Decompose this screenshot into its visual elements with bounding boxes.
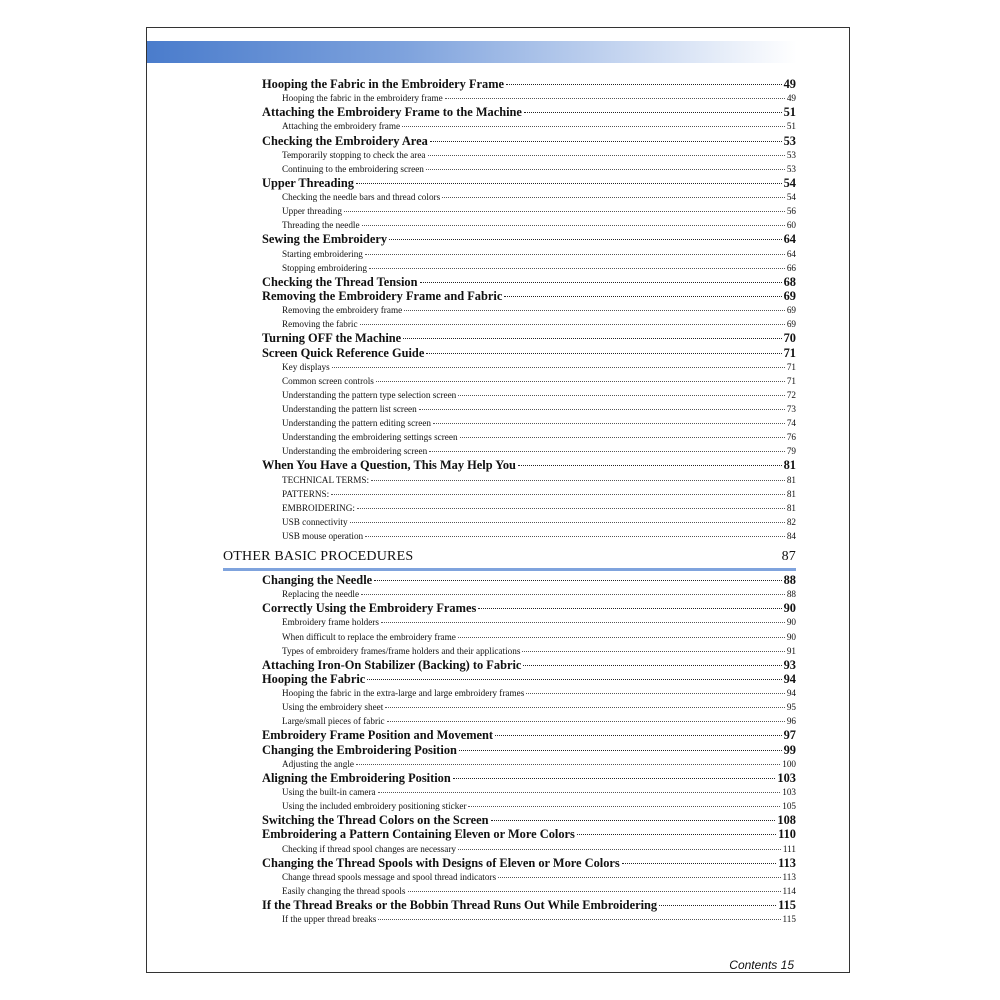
toc-entry-title: Starting embroidering [282,248,363,259]
toc-entry-page: 114 [782,886,796,896]
toc-subentry[interactable] [262,714,796,728]
toc-list-part2 [262,573,796,926]
toc-entry[interactable] [262,346,796,360]
toc-entry-page: 113 [782,871,796,882]
toc-entry[interactable] [262,275,796,289]
toc-entry-page: 95 [786,702,796,713]
toc-entry-title: Hooping the Fabric in the Embroidery Frame [262,77,505,91]
toc-dot-leader [403,338,781,339]
toc-entry-title: Understanding the embroidering settings screen [282,432,458,443]
toc-entry-title: Removing the fabric [282,319,358,330]
toc-entry-page: 74 [786,418,796,429]
toc-entry-title: Checking the Embroidery Area [262,133,428,148]
toc-entry-page: 49 [786,93,796,104]
toc-entry-page: 93 [783,657,796,672]
toc-dot-leader [522,651,784,652]
toc-entry-page: 90 [786,617,796,628]
toc-dot-leader [356,183,782,184]
toc-subentry[interactable] [262,218,796,232]
toc-entry[interactable] [262,134,796,148]
toc-subentry[interactable] [262,912,796,926]
toc-entry-page: 115 [782,914,796,925]
toc-subentry[interactable] [262,204,796,218]
toc-entry-page: 88 [786,589,796,600]
toc-entry-page: 72 [786,389,796,400]
toc-dot-leader [577,834,776,835]
toc-entry-title: Attaching the Embroidery Frame to the Machine [262,105,522,120]
toc-subentry[interactable] [262,700,796,714]
toc-subentry[interactable] [262,317,796,331]
toc-dot-leader [374,580,781,581]
toc-dot-leader [376,381,785,382]
toc-subentry[interactable] [262,587,796,601]
toc-entry-title: TECHNICAL TERMS: [282,474,370,485]
toc-entry-page: 82 [786,516,796,527]
toc-entry[interactable] [262,232,796,246]
toc-dot-leader [458,395,785,396]
section-heading [223,546,796,571]
toc-entry-title: Temporarily stopping to check the area [282,149,426,160]
section-title: OTHER BASIC PROCEDURES [223,549,414,564]
toc-subentry[interactable] [262,119,796,133]
toc-subentry[interactable] [262,870,796,884]
toc-entry-title: Hooping the fabric in the embroidery frame [282,93,443,104]
toc-dot-leader [371,480,785,481]
toc-dot-leader [402,126,785,127]
toc-entry[interactable] [262,105,796,119]
toc-entry-title: Using the embroidery sheet [282,702,384,713]
toc-entry[interactable] [262,331,796,345]
toc-dot-leader [381,622,785,623]
toc-entry[interactable] [262,77,796,91]
toc-subentry[interactable] [262,430,796,444]
toc-entry-title: USB connectivity [282,516,348,527]
toc-entry-title: Changing the Embroidering Position [262,742,457,757]
toc-dot-leader [506,84,782,85]
toc-entry-title: Adjusting the angle [282,758,354,769]
toc-entry-page: 53 [783,133,796,148]
toc-entry-title: Checking the needle bars and thread colors [282,192,441,203]
toc-subentry[interactable] [262,615,796,629]
toc-dot-leader [356,764,780,765]
toc-dot-leader [387,721,785,722]
toc-entry[interactable] [262,573,796,587]
toc-entry-title: Changing the Needle [262,573,373,587]
toc-subentry[interactable] [262,148,796,162]
toc-entry-title: Sewing the Embroidery [262,232,388,247]
toc-entry-title: Correctly Using the Embroidery Frames [262,601,477,616]
toc-entry-page: 71 [786,375,796,386]
toc-entry-title: Stopping embroidering [282,262,367,273]
toc-list-part1 [262,77,796,543]
toc-subentry[interactable] [262,247,796,261]
toc-dot-leader [385,707,785,708]
toc-entry[interactable] [262,898,796,912]
toc-entry-title: Checking the Thread Tension [262,274,418,289]
toc-subentry[interactable] [262,190,796,204]
toc-subentry[interactable] [262,757,796,771]
section-page: 87 [781,549,796,564]
toc-entry-title: Changing the Thread Spools with Designs of Eleven or More Colors [262,855,620,870]
toc-subentry[interactable] [262,842,796,856]
toc-subentry[interactable] [262,644,796,658]
toc-entry-page: 94 [783,671,796,686]
toc-entry-page: 115 [778,898,796,913]
toc-subentry[interactable] [262,529,796,543]
toc-entry-title: Continuing to the embroidering screen [282,163,424,174]
toc-entry-page: 81 [786,474,796,485]
toc-dot-leader [426,169,785,170]
toc-subentry[interactable] [262,360,796,374]
toc-entry-title: Screen Quick Reference Guide [262,345,425,360]
toc-entry-title: Embroidering a Pattern Containing Eleven or More Colors [262,827,575,842]
toc-dot-leader [518,465,782,466]
toc-dot-leader [360,324,785,325]
toc-entry-page: 64 [786,248,796,259]
toc-dot-leader [478,608,781,609]
toc-entry-page: 53 [786,163,796,174]
toc-entry-page: 88 [783,573,796,587]
toc-entry-page: 97 [783,728,796,743]
toc-entry-title: Using the built-in camera [282,787,376,798]
toc-entry[interactable] [262,176,796,190]
toc-entry-title: PATTERNS: [282,488,330,499]
toc-entry-page: 53 [786,149,796,160]
toc-entry-title: If the Thread Breaks or the Bobbin Thread Runs Out While Embroidering [262,898,658,913]
toc-dot-leader [389,239,782,240]
toc-entry-page: 71 [783,345,796,360]
toc-entry-title: If the upper thread breaks [282,914,377,925]
toc-entry-page: 51 [783,105,796,120]
toc-entry-title: Hooping the Fabric [262,671,366,686]
toc-entry-page: 51 [786,121,796,132]
toc-entry-title: Easily changing the thread spools [282,886,406,896]
toc-dot-leader [361,594,785,595]
toc-dot-leader [495,735,782,736]
toc-entry-page: 79 [786,446,796,457]
toc-entry-title: Embroidery Frame Position and Movement [262,728,494,743]
toc-entry-title: Key displays [282,361,330,372]
toc-dot-leader [426,353,781,354]
toc-dot-leader [428,155,785,156]
toc-entry-page: 100 [782,758,796,769]
toc-entry-title: Checking if thread spool changes are necessary [282,843,456,854]
toc-entry-page: 90 [783,601,796,616]
toc-entry-page: 68 [783,274,796,289]
toc-subentry[interactable] [262,501,796,515]
toc-entry-title: Aligning the Embroidering Position [262,770,451,785]
toc-entry-page: 56 [786,206,796,217]
toc-dot-leader [362,225,785,226]
toc-entry[interactable] [262,827,796,841]
toc-entry-title: Turning OFF the Machine [262,331,402,346]
toc-entry-page: 69 [783,288,796,303]
toc-entry-title: Large/small pieces of fabric [282,716,385,727]
toc-subentry[interactable] [262,444,796,458]
toc-entry-title: Using the included embroidery positioning sticker [282,801,467,812]
toc-dot-leader [504,296,781,297]
document-page [146,27,850,973]
toc-dot-leader [526,693,785,694]
toc-dot-leader [659,905,776,906]
toc-entry[interactable] [262,289,796,303]
toc-entry-page: 81 [783,458,796,473]
toc-dot-leader [344,211,785,212]
toc-entry-page: 66 [786,262,796,273]
toc-dot-leader [404,310,785,311]
toc-entry-page: 54 [786,192,796,203]
toc-dot-leader [419,409,785,410]
toc-entry-page: 103 [777,770,796,785]
toc-subentry[interactable] [262,473,796,487]
toc-dot-leader [367,679,781,680]
toc-entry-title: Attaching Iron-On Stabilizer (Backing) to Fabric [262,657,522,672]
toc-entry-title: When difficult to replace the embroidery frame [282,631,456,642]
toc-entry-page: 81 [786,502,796,513]
toc-entry-title: Threading the needle [282,220,360,231]
toc-entry-title: Upper Threading [262,175,354,190]
toc-entry-page: 69 [786,305,796,316]
toc-entry-title: Upper threading [282,206,342,217]
toc-subentry[interactable] [262,261,796,275]
toc-entry-title: Understanding the pattern editing screen [282,418,431,429]
toc-entry-title: Types of embroidery frames/frame holders and their applications [282,645,521,656]
toc-entry-page: 108 [777,813,796,828]
toc-entry-title: Common screen controls [282,375,374,386]
toc-entry-title: Understanding the pattern type selection screen [282,389,457,400]
toc-entry-title: Embroidery frame holders [282,617,379,628]
toc-entry-page: 111 [782,843,796,854]
toc-entry[interactable] [262,658,796,672]
toc-entry-page: 90 [786,631,796,642]
toc-dot-leader [378,792,781,793]
toc-dot-leader [458,637,785,638]
toc-subentry[interactable] [262,416,796,430]
toc-entry-title: Removing the Embroidery Frame and Fabric [262,288,503,303]
toc-entry-page: 91 [786,645,796,656]
toc-subentry[interactable] [262,91,796,105]
toc-entry[interactable] [262,771,796,785]
toc-entry-title: Replacing the needle [282,589,360,600]
toc-entry-page: 73 [786,404,796,414]
toc-subentry[interactable] [262,799,796,813]
toc-entry-page: 49 [783,77,796,91]
toc-entry-title: Switching the Thread Colors on the Screen [262,813,489,828]
toc-subentry[interactable] [262,785,796,799]
toc-entry-title: When You Have a Question, This May Help You [262,458,516,473]
toc-entry-page: 99 [783,742,796,757]
toc-dot-leader [459,750,782,751]
toc-entry-page: 105 [782,801,796,812]
toc-entry[interactable] [262,601,796,615]
toc-dot-leader [622,863,776,864]
toc-dot-leader [524,112,782,113]
toc-subentry[interactable] [262,515,796,529]
toc-entry-page: 70 [783,331,796,346]
toc-entry-page: 71 [786,361,796,372]
toc-entry-page: 103 [782,787,796,798]
toc-dot-leader [369,268,785,269]
toc-entry[interactable] [262,458,796,472]
toc-subentry[interactable] [262,388,796,402]
toc-entry-page: 84 [786,530,796,541]
toc-dot-leader [332,367,785,368]
toc-entry[interactable] [262,856,796,870]
toc-dot-leader [420,282,782,283]
toc-dot-leader [453,778,776,779]
toc-dot-leader [468,806,780,807]
toc-subentry[interactable] [262,303,796,317]
toc-entry-title: Hooping the fabric in the extra-large and large embroidery frames [282,688,525,699]
toc-dot-leader [429,451,785,452]
toc-subentry[interactable] [262,884,796,898]
toc-entry[interactable] [262,672,796,686]
toc-subentry[interactable] [262,630,796,644]
toc-entry-page: 81 [786,488,796,499]
toc-entry-page: 113 [778,855,796,870]
toc-dot-leader [458,849,781,850]
toc-dot-leader [365,536,785,537]
toc-subentry[interactable] [262,402,796,416]
toc-dot-leader [408,891,781,892]
toc-subentry[interactable] [262,374,796,388]
toc-entry-page: 94 [786,688,796,699]
toc-entry-title: EMBROIDERING: [282,502,355,513]
toc-entry-title: Understanding the pattern list screen [282,404,417,414]
toc-entry-page: 64 [783,232,796,247]
toc-dot-leader [445,98,785,99]
toc-entry-title: Understanding the embroidering screen [282,446,428,457]
toc-subentry[interactable] [262,162,796,176]
toc-dot-leader [433,423,785,424]
toc-dot-leader [430,141,782,142]
toc-subentry[interactable] [262,686,796,700]
toc-entry-page: 76 [786,432,796,443]
page-footer: Contents 15 [729,958,794,972]
toc-entry[interactable] [262,728,796,742]
toc-dot-leader [378,919,780,920]
toc-subentry[interactable] [262,487,796,501]
toc-entry-page: 54 [783,175,796,190]
toc-dot-leader [350,522,785,523]
toc-entry-title: Change thread spools message and spool thread indicators [282,871,497,882]
toc-entry-title: USB mouse operation [282,530,364,541]
toc-dot-leader [498,877,780,878]
toc-entry-page: 96 [786,716,796,727]
toc-entry-page: 110 [778,827,796,842]
toc-entry-page: 60 [786,220,796,231]
toc-entry-page: 69 [786,319,796,330]
toc-dot-leader [365,254,785,255]
toc-entry-title: Attaching the embroidery frame [282,121,401,132]
toc-dot-leader [442,197,785,198]
toc-dot-leader [357,508,785,509]
toc-dot-leader [523,665,781,666]
toc-dot-leader [331,494,785,495]
toc-dot-leader [491,820,776,821]
toc-entry[interactable] [262,743,796,757]
toc-entry[interactable] [262,813,796,827]
toc-dot-leader [460,437,785,438]
header-gradient-bar [147,41,797,63]
toc-entry-title: Removing the embroidery frame [282,305,403,316]
